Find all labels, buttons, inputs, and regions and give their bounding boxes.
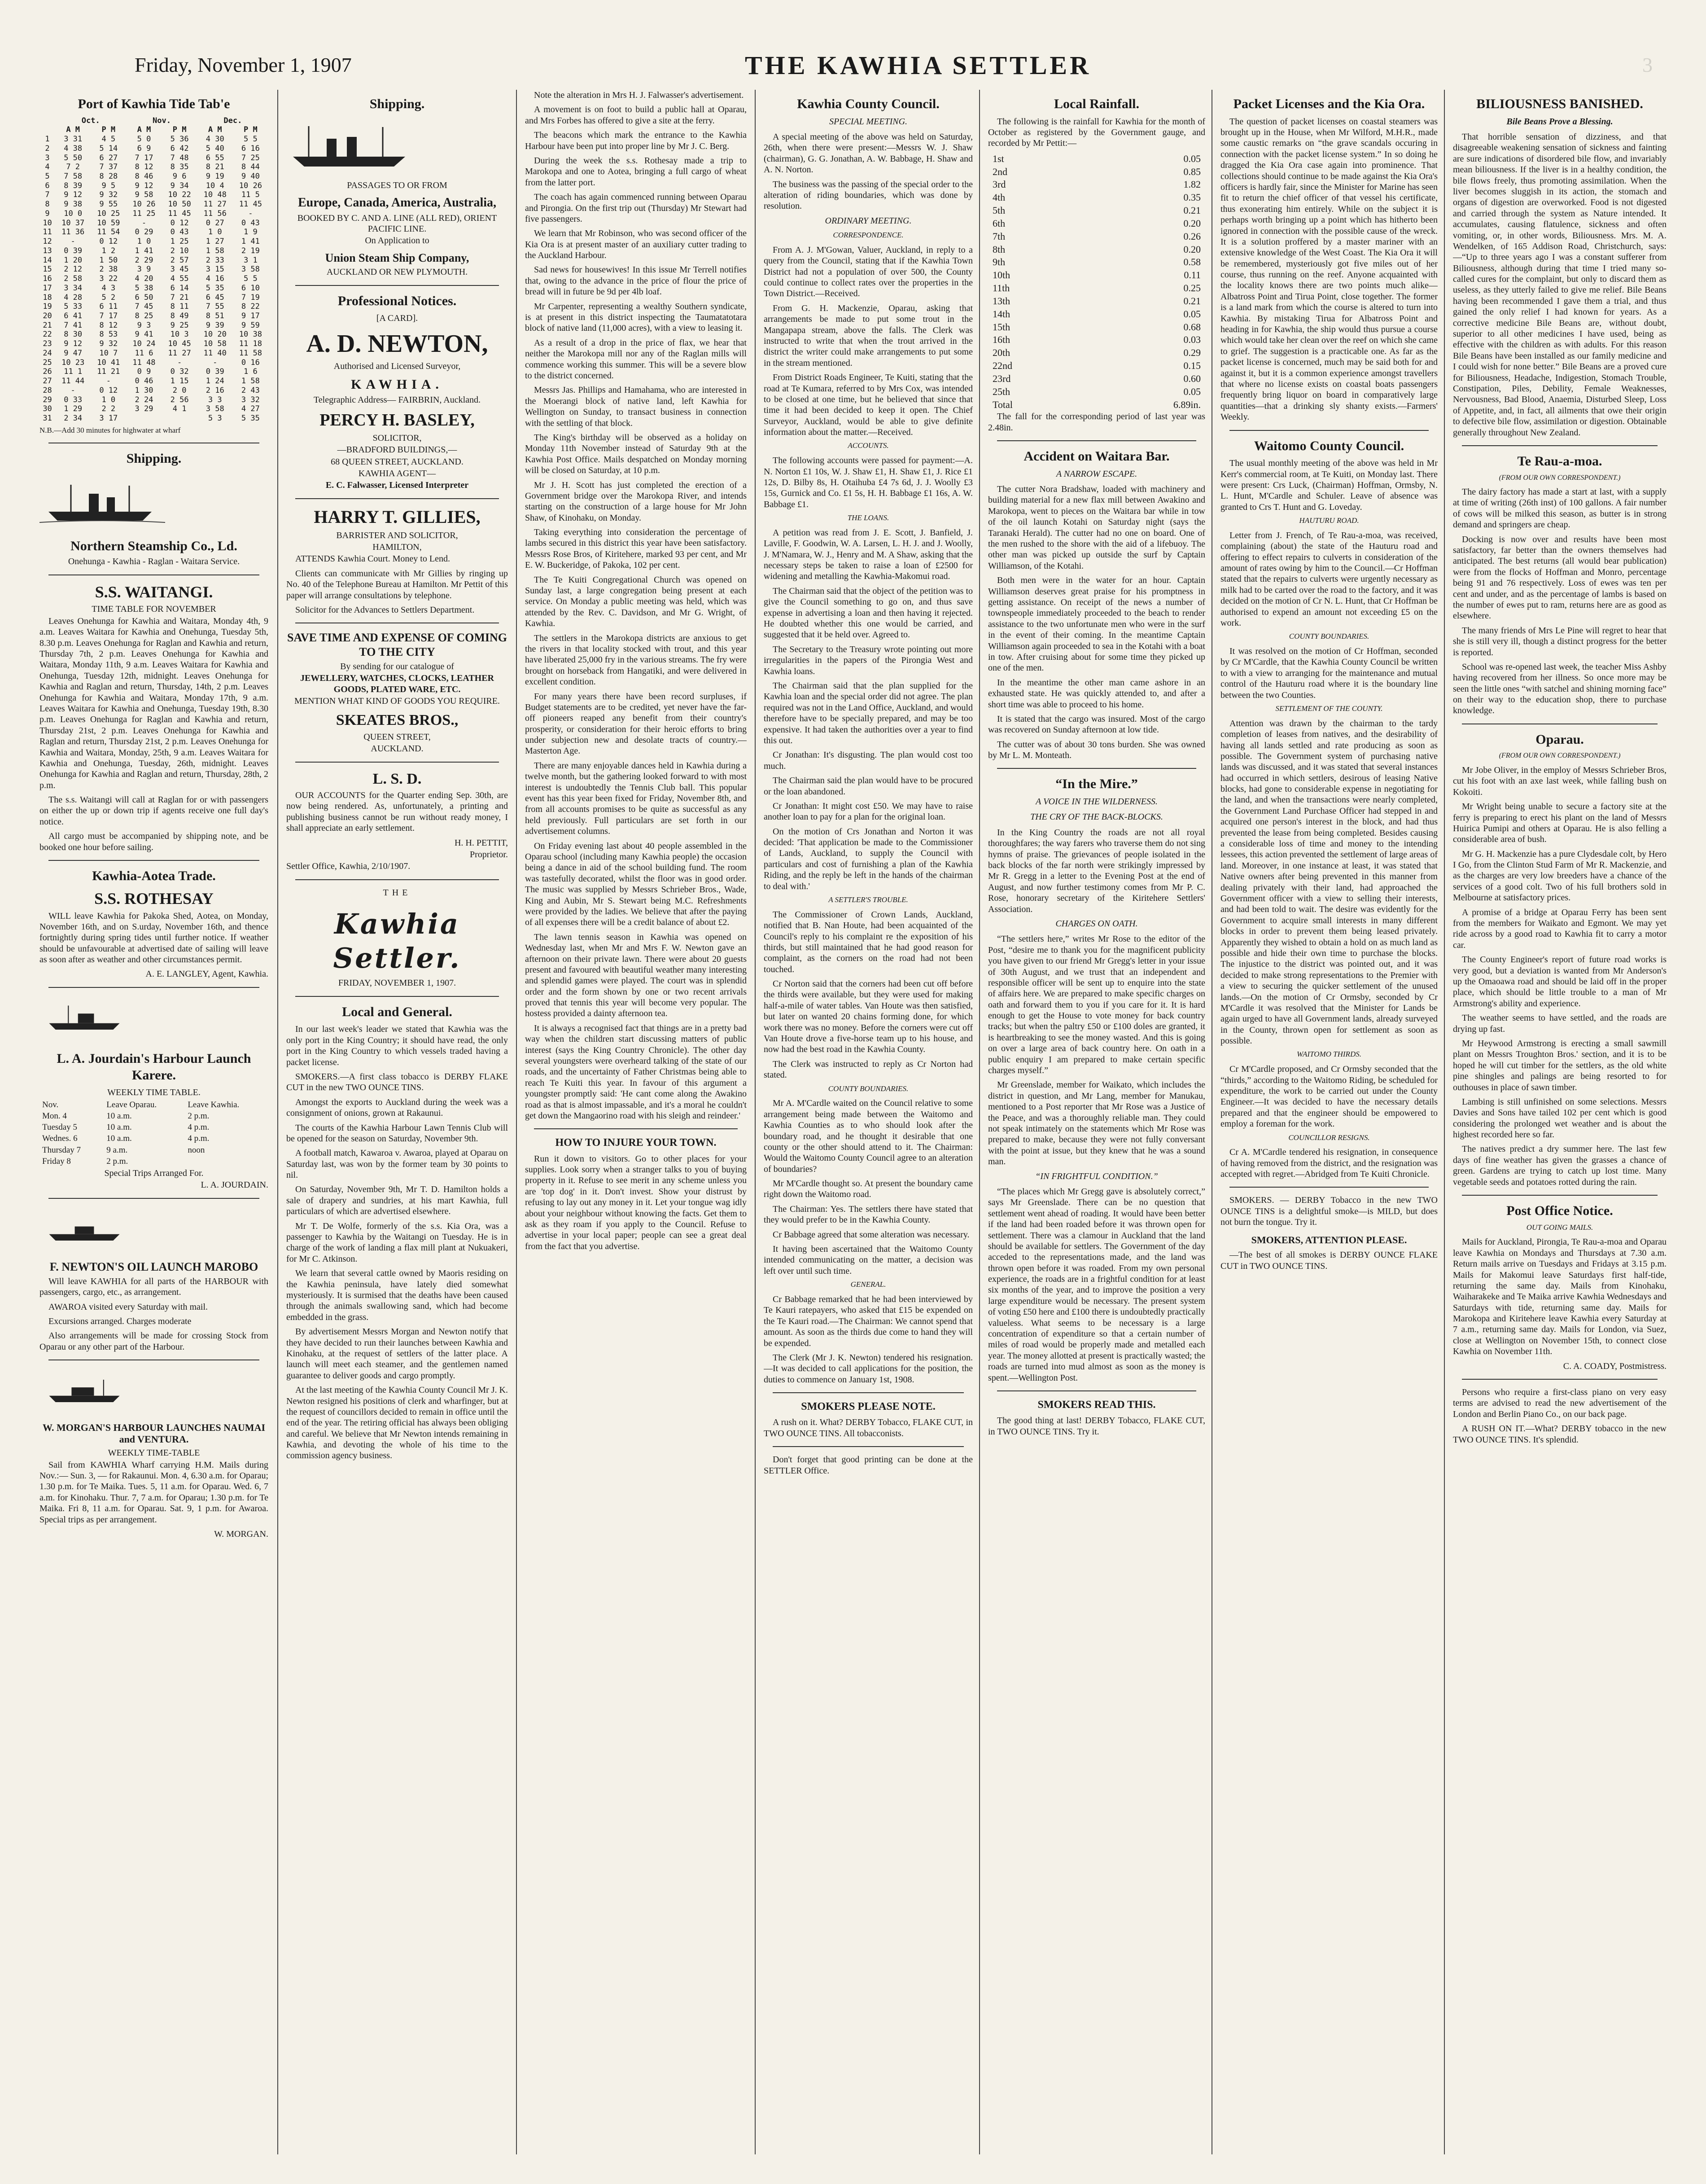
- in-the-mire-heading: “In the Mire.”: [1055, 776, 1138, 792]
- rau-text: School was re-opened last week, the teacher Miss Ashby having recovered from her illness. So once more may be seen the little ones “with satchel and shining morning face” on their way to the education shop, there to purchase knowledge.: [1453, 662, 1667, 716]
- rainfall-row: 20th 0.29: [993, 347, 1201, 359]
- smokers-attention-heading: SMOKERS, ATTENTION PLEASE.: [1251, 1234, 1407, 1245]
- northern-steamship: Northern Steamship Co., Ld.: [70, 538, 237, 553]
- rainfall-total: Total 6.89in.: [993, 399, 1201, 410]
- column-4: [764, 90, 973, 2154]
- council-text: Cr Jonathan: It's disgusting. The plan would cost too much.: [764, 750, 973, 771]
- tide-row: 23 9 12 9 32 10 24 10 45 10 58 11 18: [43, 339, 262, 349]
- special-meeting-heading: SPECIAL MEETING.: [829, 116, 908, 127]
- shipping-heading: Shipping.: [126, 451, 182, 466]
- council-text: A petition was read from J. E. Scott, J. Banfield, J. Laville, F. Goodwin, W. A. Larsen, L. H. J. and J. Woolly, J. M'Namara, W. J., Henry and M. A Shaw, asking that the necessary steps be taken to raise a loan of £2500 for widening and metalling the Kawhia-Makomui road.: [764, 527, 973, 582]
- rothesay-text: WILL leave Kawhia for Pakoka Shed, Aotea, on Monday, November 16th, and on S.urday, November 16th, and thence fortnightly during spring tides until further notice. If weather should be unfavourable at advertised date of sailing will leave as soon after as weather and other circumstances permit.: [39, 911, 268, 965]
- kawhia-label: KAWHIA.: [351, 377, 443, 392]
- smokers-ad: SMOKERS. — DERBY Tobacco in the new TWO OUNCE TINS is a delightful smoke—is MILD, but does not burn the tongue. Try it.: [1220, 1195, 1438, 1228]
- councillor-resigns-heading: COUNCILLOR RESIGNS.: [1288, 1133, 1370, 1142]
- tide-row: 3 5 50 6 27 7 17 7 48 6 55 7 25: [45, 153, 260, 162]
- rainfall-row: 23rd 0.60: [993, 373, 1201, 384]
- council-text: Cr Norton said that the corners had been cut off before the thirds were available, but they were used for making half-a-mile of water tables. Van Houte was then satisfied, but later on wanted 20 chains forming done, for which work there was no money. Before the corners were cut off Van Houte drove a five-horse team up to his house, and now had the best road in the Kawhia County.: [764, 979, 973, 1055]
- mention-text: MENTION WHAT KIND OF GOODS YOU REQUIRE.: [294, 696, 500, 706]
- newton-launch-title: F. NEWTON'S OIL LAUNCH MAROBO: [49, 1260, 258, 1274]
- council-text: The Clerk (Mr J. K. Newton) tendered his resignation.—It was decided to call applications for the position, the duties to commence on January 1st, 1908.: [764, 1352, 973, 1385]
- page-number: 3: [1642, 53, 1653, 76]
- gillies-name: HARRY T. GILLIES,: [314, 506, 481, 527]
- tide-row: 18 4 28 5 2 6 50 7 21 6 45 7 19: [43, 293, 260, 302]
- mire-text: Mr Greenslade, member for Waikato, which includes the district in question, and Mr Lang, member for Manukau, mentioned to a Post reporter that Mr Rose was a Justice of the Peace, and was a thoroughly reliable man. They could not speak intimately on the statements which Mr Rose was prepared to make, because they were not fully conversant with the point at issue, but they knew that he was a sound man.: [988, 1080, 1205, 1167]
- waitomo-text: Cr A. M'Cardle tendered his resignation, in consequence of having removed from the district, and the resignation was accepted with regret.—Abridged from Te Kuiti Chronicle.: [1220, 1147, 1438, 1180]
- column-3: [525, 90, 747, 2154]
- charges-heading: CHARGES ON OATH.: [1055, 918, 1138, 929]
- rainfall-row: 5th 0.21: [993, 205, 1201, 216]
- correspondence-heading: CORRESPONDENCE.: [833, 231, 904, 240]
- newton-name: A. D. NEWTON,: [306, 329, 488, 358]
- council-text: On the motion of Crs Jonathan and Norton it was decided: 'That application be made to the Commissioner of Lands, Auckland, to supply the Council with particulars and cost of furnishing a plan of the Kawhia Riding, and the reply be left in the hands of the chairman to deal with.': [764, 826, 973, 891]
- morgan-timetable-heading: WEEKLY TIME-TABLE: [108, 1448, 200, 1458]
- local-item: The Te Kuiti Congregational Church was opened on Sunday last, a large congregation being present at each service. On Monday a public meeting was held, which was attended by the Rev. C. Davidson, and Mr G. Wright, of Kawhia.: [525, 575, 747, 629]
- waitomo-text: The usual monthly meeting of the above was held in Mr Kerr's commercial room, at Te Kuiti, on Monday last. There were present: Crs Luck, (Chairman) Hoffman, Ormsby, N. L. Hunt, M'Cardle and Schuler. Leave of absence was granted to Crs T. Hunt and G. Loveday.: [1220, 458, 1438, 512]
- gillies-town: HAMILTON,: [372, 542, 422, 552]
- council-text: The Secretary to the Treasury wrote pointing out more irregularities in the papers of the Pirongia West and Kawhia loans.: [764, 644, 973, 676]
- telegraphic-address: Telegraphic Address— FAIRBRIN, Auckland.: [313, 395, 481, 405]
- county-boundaries-heading: COUNTY BOUNDARIES.: [828, 1084, 909, 1093]
- passages-text: PASSAGES TO OR FROM: [347, 180, 447, 190]
- local-item: Mr T. De Wolfe, formerly of the s.s. Kia Ora, was a passenger to Kawhia by the Waitangi on Tuesday. He is in charge of the work of landing a flax mill plant at Nukuakeri, for Mr C. Atkinson.: [286, 1221, 508, 1264]
- column-7: [1453, 90, 1667, 2154]
- column-5: [988, 90, 1205, 2154]
- tide-months: Oct. Nov. Dec.: [81, 116, 242, 125]
- biliousness-heading: BILIOUSNESS BANISHED.: [1476, 96, 1643, 111]
- tide-row: 17 3 34 4 3 5 38 6 14 5 35 6 10: [43, 283, 260, 293]
- rothesay-title: S.S. ROTHESAY: [94, 889, 214, 908]
- tide-row: 24 9 47 10 7 11 6 11 27 11 40 11 58: [43, 348, 262, 358]
- accident-heading: Accident on Waitara Bar.: [1024, 449, 1170, 464]
- packet-text: The question of packet licenses on coastal steamers was brought up in the House, when Mr Wilford, M.H.R., made some caustic remarks on “the grave scandals occuring in connection with the packet license system.” In so doing he dragged the Kia Ora case again into prominence. That collections should continue to be made against the Kia Ora's officers is hardly fair, since the Minister for Marine has seen fit to return the chief officer of that vessel his certificate, thus exonerating him entirely. While on the subject it is perhaps worth bringing up a point which has hitherto been ignored in connection with the possible cause of the wreck. It is a solution proffered by a master mariner with an extensive knowledge of the West Coast. The Kia Ora it will be remembered, mysteriously got five miles out of her course, thus running on the reef. Anyone acquainted with the locality knows there are two points much alike—Albatross Point and Tirua Point, close together. The former is a land mark from which the course is altered to turn into Kawhia. By mistaking Tirua for Albatross Point and heading in for Kawhia, the ship would thus pursue a course which would take her clean over the reef on which she came to grief. The suggestion is a practicable one. As far as the packet license is concerned, much may be said both for and against it, but it is a common experience amongst travellers that where no license exists on coastal boats passengers frequently bring liquor on board in comparatively large quantities—that a drinking sly shanty exists.—Farmers' Weekly.: [1220, 116, 1438, 422]
- rainfall-row: 11th 0.25: [993, 282, 1201, 294]
- column-rule: [1444, 90, 1445, 2154]
- rainfall-note: The fall for the corresponding period of last year was 2.48in.: [988, 412, 1205, 433]
- loans-heading: THE LOANS.: [847, 513, 889, 522]
- rainfall-row: 16th 0.03: [993, 334, 1201, 346]
- council-text: The Clerk was instructed to reply as Cr Norton had stated.: [764, 1059, 973, 1080]
- professional-notices-heading: Professional Notices.: [337, 293, 457, 308]
- tide-row: 1 3 31 4 5 5 0 5 36 4 30 5 5: [45, 135, 258, 144]
- destinations: Europe, Canada, America, Australia,: [297, 196, 497, 210]
- narrow-escape-heading: A NARROW ESCAPE.: [1056, 469, 1137, 479]
- paper-date: FRIDAY, NOVEMBER 1, 1907.: [338, 978, 456, 988]
- local-item: A movement is on foot to build a public hall at Oparau, and Mrs Forbes has offered to give a site at the ferry.: [525, 105, 747, 126]
- oparau-text: Mr Wright being unable to secure a factory site at the ferry is preparing to erect his plant on the land of Messrs Huirica Pumipi and others at Oparau. He is also felling a considerable area of bush.: [1453, 802, 1667, 845]
- waitomo-text: Letter from J. French, of Te Rau-a-moa, was received, complaining (about) the state of the Hauturu road and offering to effect repairs to culverts in consideration of the amount of rates owing by him to the Council.—Cr Hoffman stated that the repairs to culverts were urgently necessary as milk had to be carted over the road to the factory, and it was decided on the motion of Cr N. L. Hunt, that Cr Hoffman be authorised to expend an amount not exceeding £5 on the work.: [1220, 530, 1438, 628]
- council-text: The Chairman said the plan would have to be procured or the loan abandoned.: [764, 776, 973, 797]
- hauturu-heading: HAUTURU ROAD.: [1299, 516, 1359, 525]
- kawhia-aotea-heading: Kawhia-Aotea Trade.: [92, 868, 216, 884]
- tide-row: 5 7 58 8 28 8 46 9 6 9 19 9 40: [45, 172, 260, 181]
- tide-table-title: Port of Kawhia Tide Tab'e: [78, 96, 230, 111]
- rainfall-table: [988, 153, 1205, 412]
- booked-text: BOOKED BY C. AND A. LINE (ALL RED), ORIENT PACIFIC LINE.: [297, 213, 497, 234]
- rainfall-row: 15th 0.68: [993, 321, 1201, 333]
- council-text: Cr Babbage remarked that he had been interviewed by Te Kauri ratepayers, who asked that £15 be expended on the Te Kauri road.—The Chairman: We cannot spend that amount. As soon as the thirds due come to hand they will be expended.: [764, 1294, 973, 1348]
- tide-row: 29 0 33 1 0 2 24 2 56 3 3 3 32: [43, 395, 260, 404]
- waitangi-note: The s.s. Waitangi will call at Raglan for or with passengers on either the up or down trip if agents receive one full day's notice.: [39, 795, 268, 827]
- settlers-trouble-heading: A SETTLER'S TROUBLE.: [828, 895, 908, 904]
- rau-text: The dairy factory has made a start at last, with a supply at time of writing (26th inst) of 100 gallons. A fair number of cows will be milked this season, as butter is in strong demand and springers are cheap.: [1453, 487, 1667, 530]
- skeates-city: AUCKLAND.: [371, 744, 424, 754]
- mire-text: “The places which Mr Gregg gave is absolutely correct,” says Mr Greenslade. There can be no question that settlement went ahead of roading. It would have been better if the land had been roaded before it was thrown open for settlement. There was a clamour in Auckland that the land should be available for settlers. The Government of the day acceded to the representations made, and the land was thrown open before it was roaded. From my own personal experience, the roads are in a frightful condition for at least six months of the year, and to improve the position a very large expenditure would be necessary. The present system of voting £50 here and £100 there is undoubtedly practically valueless. What seems to be necessary is a large concentration of expenditure so that a certain number of miles of road would be properly made and metalled each year. The money allotted at present is practically wasted; the roads are turned into mud almost as soon as the money is spent.—Wellington Post.: [988, 1186, 1205, 1383]
- local-item: The King's birthday will be observed as a holiday on Monday 11th November instead of Saturday 9th at the Kawhia Post Office. Mails despatched on Monday morning will be closed on Saturday, at 10 p.m.: [525, 432, 747, 476]
- timetable-heading: TIME TABLE FOR NOVEMBER: [92, 604, 216, 614]
- rainfall-row: 13th 0.21: [993, 295, 1201, 307]
- rainfall-row: 8th 0.20: [993, 243, 1201, 255]
- kawhia-agent: KAWHIA AGENT—: [358, 469, 436, 479]
- paper-the: THE: [383, 887, 411, 898]
- falwasser: E. C. Falwasser, Licensed Interpreter: [325, 480, 469, 491]
- oil-launch-illustration: [39, 1211, 129, 1247]
- save-sub: By sending for our catalogue of: [340, 661, 454, 671]
- rainfall-row: 14th 0.05: [993, 308, 1201, 320]
- council-text: From A. J. M'Gowan, Valuer, Auckland, in reply to a query from the Council, stating that if the Kawhia Town District had not a population of over 500, the County could continue to collect rates over the properties in the Town District.—Received.: [764, 245, 973, 299]
- local-item: The lawn tennis season in Kawhia was opened on Wednesday last, when Mr and Mrs F. W. Newton gave an afternoon on their private lawn. There were about 20 guests present and favoured with beautiful weather many interesting and splendid games were played. The court was in splendid order and the form shown by one or two recent arrivals proved that tennis this year will become very popular. The hostess provided a dainty afternoon tea.: [525, 932, 747, 1019]
- tide-row: 9 10 0 10 25 11 25 11 45 11 56 -: [45, 209, 253, 218]
- column-rule: [755, 90, 756, 2154]
- local-item: At the last meeting of the Kawhia County Council Mr J. K. Newton resigned his positions of clerk and wharfinger, but at the request of councillors decided to remain in office until the end of the year. The retiring official has always been obliging and careful. We believe that Mr Newton intends remaining in Kawhia, and devoting the whole of his time to the commission agency business.: [286, 1385, 508, 1461]
- kawhia-council-heading: Kawhia County Council.: [797, 96, 940, 111]
- basley-address: 68 QUEEN STREET, AUCKLAND.: [331, 456, 464, 467]
- local-item: We learn that Mr Robinson, who was second officer of the Kia Ora is at present master of an auxiliary cutter trading to the Auckland Harbour.: [525, 228, 747, 261]
- karere-row: Tuesday 5 10 a.m. 4 p.m.: [42, 1123, 210, 1132]
- council-text: The Commissioner of Crown Lands, Auckland, notified that B. Nan Houte, had been acquainted of the Council's reply to his complaint re the exposition of his thirds, but still maintained that he had good reason for complaint, as the corners on the road had not been touched.: [764, 909, 973, 974]
- morgan-signature: W. MORGAN.: [214, 1529, 268, 1539]
- pettit-name: H. H. PETTIT,: [454, 838, 508, 848]
- lsd-heading: L. S. D.: [372, 770, 422, 787]
- rainfall-row: 2nd 0.85: [993, 166, 1201, 177]
- local-item: We learn that several cattle owned by Maoris residing on the Kawhia peninsula, have lately died somewhat mysteriously. It is surmised that the deaths have been caused through the animals swallowing sand, which had become embedded in the grass.: [286, 1268, 508, 1322]
- rainfall-row: 4th 0.35: [993, 192, 1201, 203]
- rainfall-row: 7th 0.26: [993, 230, 1201, 242]
- tide-table: [39, 116, 268, 423]
- oparau-text: The natives predict a dry summer here. The last few days of fine weather has given the grasses a chance of green. Gardens are trying to catch up lost time. Many vegetable seeds and potatoes rotted during the rain.: [1453, 1144, 1667, 1187]
- council-text: From G. H. Mackenzie, Oparau, asking that arrangements be made to put some trout in the Mangapapa stream, above the falls. The Clerk was instructed to write that when the trout arrived in the district the writer could make arrangements to put some in the stream mentioned.: [764, 303, 973, 368]
- newspaper-title: THE KAWHIA SETTLER: [745, 51, 1091, 80]
- local-item: During the week the s.s. Rothesay made a trip to Marokopa and one to Aotea, bringing a full cargo of wheat from the latter port.: [525, 155, 747, 188]
- skeates-street: QUEEN STREET,: [363, 732, 431, 742]
- column-rule: [979, 90, 980, 2154]
- rainfall-row: 6th 0.20: [993, 217, 1201, 229]
- gillies-text: Clients can communicate with Mr Gillies by ringing up No. 40 of the Telephone Bureau at Hamilton. Mr Pettit of this paper will arrange consultations by telephone.: [286, 568, 508, 601]
- local-item: Mr Carpenter, representing a wealthy Southern syndicate, is at present in this district inspecting the Taumatatotara block of native land (11,000 acres), with a view to leasing it.: [525, 301, 747, 333]
- apply-text: On Application to: [365, 236, 429, 246]
- council-text: The Chairman said that the plan supplied for the Kawhia loan and the special order did not agree. The plan required was not in the Land Office, Auckland, and would therefore have to be specially prepared, and may be too expensive. It had taken the authorities over a year to find this out.: [764, 680, 973, 746]
- waitangi-sailings: Leaves Onehunga for Kawhia and Waitara, Monday 4th, 9 a.m. Leaves Waitara for Kawhia and Onehunga, Tuesday 5th, 8.30 p.m. Leaves Onehunga for Raglan and Kawhia and return, Thursday 7th, 2 p.m. Leaves Onehunga for Kawhia and Waitara, Monday 11th, 9 a.m. Leaves Waitara for Kawhia and Onehunga, Tuesday 12th, midnight. Leaves Onehunga for Kawhia and Raglan and return, Thursday, 14th, 2 p.m. Leaves Onehunga for Kawhia and Waitara, Monday 17th, 9 a.m. Leaves Waitara for Kawhia and Onehunga, Tuesday 19th, 8.30 p.m. Leaves Onehunga for Raglan and Kawhia and return, Thursday 21st, 2 p.m. Leaves Onehunga for Kawhia and Raglan and return, Thursday 21st, 2 p.m. Leaves Onehunga for Kawhia and Waitara, Monday, 25th, 9 a.m. Leaves Waitara for Kawhia and Onehunga, Tuesday, 26th, midnight. Leaves Onehunga for Kawhia and Raglan and return, Thursday, 28th, 2 p.m.: [39, 616, 268, 790]
- column-2: [286, 90, 508, 2154]
- local-item: As a result of a drop in the price of flax, we hear that neither the Marokopa mill nor any of the Raglan mills will commence working this summer. This will be a severe blow to the district concerned.: [525, 338, 747, 381]
- local-general-heading: Local and General.: [342, 1004, 452, 1019]
- tide-note: N.B.—Add 30 minutes for highwater at wharf: [39, 425, 181, 434]
- shipping-heading-2: Shipping.: [369, 96, 425, 111]
- oparau-text: Mr Jobe Oliver, in the employ of Messrs Schrieber Bros, cut his foot with an axe last week, while falling bush on Kokoiti.: [1453, 765, 1667, 797]
- tide-row: 20 6 41 7 17 8 25 8 49 8 51 9 17: [43, 311, 260, 321]
- accident-text: In the meantime the other man came ashore in an exhausted state. He was quickly attended to, and after a short time was able to proceed to his home.: [988, 677, 1205, 710]
- paper-nameplate: Kawhia Settler.: [333, 908, 461, 974]
- council-text: It having been ascertained that the Waitomo County intended communicating on the matter, a decision was left over until such time.: [764, 1244, 973, 1276]
- bile-beans-text: That horrible sensation of dizziness, and that disagreeable weakening sensation of sickness and fainting are sure indications of disordered bile flow, and invariably mean biliousness. If the liver is in a healthy condition, the bile flows freely, thus promoting assimilation. When the liver becomes sluggish in its action, the stomach and organs of digestion are overworked. Food is not digested and carried through the system as Nature intended. It accumulates, causing flatulence, sickness and often vomiting, or, in other words, Biliousness. Mrs. M. A. Wendelken, of 165 Addison Road, Christchurch, says:—“Up to three years ago I was a constant sufferer from Biliousness, although during that time I tried many so-called cures for the complaint, but only to discard them as useless, as they utterly failed to give me relief. Bile Beans having been recommended I gave them a trial, and thus gained the only relief I had known for years. As a corrective medicine Bile Beans are, without doubt, superior to all other medicines I have used, being as effective with the children as with adults. For this reason Bile Beans have been installed as our family medicine and I could wish for none better.” Bile Beans are a proved cure for Biliousness, Headache, Indigestion, Stomach Trouble, Constipation, Piles, Debility, Female Weaknesses, Nervousness, Bad Blood, Anaemia, Disturbed Sleep, Loss of Appetite, and, in fact, all ailments that owe their origin to defective bile flow, assimilation or digestion. Obtainable generally throughout New Zealand.: [1453, 132, 1667, 438]
- local-item: Messrs Jas. Phillips and Hamahama, who are interested in the Moerangi block of native land, left Kawhia for Wellington on Sunday, to transact business in connection with the settling of that block.: [525, 385, 747, 428]
- local-item: Mr J. H. Scott has just completed the erection of a Government bridge over the Marokopa River, and intends starting on the construction of a large house for Mr John Shaw, of Kinohaku, on Monday.: [525, 480, 747, 523]
- correspondent-label-2: (FROM OUR OWN CORRESPONDENT.): [1499, 752, 1621, 760]
- rainfall-row: 1st 0.05: [993, 153, 1201, 164]
- gillies-advances: Solicitor for the Advances to Settlers Department.: [295, 605, 475, 615]
- oparau-text: Mr G. H. Mackenzie has a pure Clydesdale colt, by Hero I Go, from the Clinton Stud Farm of Mr R. Mackenzie, and as the charges are very low breeders have a chance of the services of a good colt. Two of his full brothers sold in Melbourne at satisfactory prices.: [1453, 849, 1667, 903]
- karere-row: Mon. 4 10 a.m. 2 p.m.: [42, 1111, 210, 1121]
- smokers-attention-text: —The best of all smokes is DERBY OUNCE FLAKE CUT in TWO OUNCE TINS.: [1220, 1250, 1438, 1271]
- oparau-text: The County Engineer's report of future road works is very good, but a deviation is wanted from Mr Anderson's up the Omaoawa road and should be laid off in the proper place, which should be little trouble to a man of Mr Armstrong's ability and experience.: [1453, 955, 1667, 1009]
- local-item: A football match, Kawaroa v. Awaroa, played at Oparau on Saturday last, was won by the former team by 30 points to nil.: [286, 1148, 508, 1180]
- mire-text: “The settlers here,” writes Mr Rose to the editor of the Post, “desire me to thank you for the magnificent publicity you have given to our friend Mr Gregg's letter in your issue of 30th August, and we trust that an independent and responsible officer will be sent up to enquire into the state of affairs here. We are prepared to make specific charges on oath and forward them to you if you care for it. It is hard enough to get the House to vote money for back country tracks; but when the paltry £50 or £100 doles are granted, it is heartbreaking to see the money wasted. And this is going on over a large area of back country here. On oath in a public enquiry I am prepared to make certain specific charges myself.”: [988, 934, 1205, 1076]
- county-boundaries-heading-2: COUNTY BOUNDARIES.: [1289, 632, 1369, 641]
- settlement-heading: SETTLEMENT OF THE COUNTY.: [1275, 704, 1383, 713]
- derby-rush-ad: A RUSH ON IT.—What? DERBY tobacco in the new TWO OUNCE TINS. It's splendid.: [1453, 1424, 1667, 1445]
- tide-row: 25 10 23 10 41 11 48 - - 0 16: [43, 358, 260, 367]
- local-item: On Saturday, November 9th, Mr T. D. Hamilton holds a sale of drapery and sundries, at his mart Kawhia, full particulars of which are advertised elsewhere.: [286, 1184, 508, 1217]
- council-text: The following accounts were passed for payment:—A. N. Norton £1 10s, W. J. Shaw £1, H. Shaw £1, J. Rice £1 12s, D. Bilby 8s, H. Otaihuba £4 7s 6d, J. J. Woolly £3 15s, Gurnick and Co. £1 5s, H. H. Babbage £1 16s, A. W. Babbage £1.: [764, 456, 973, 509]
- coady-signature: C. A. COADY, Postmistress.: [1563, 1361, 1667, 1371]
- nsc-route: Onehunga - Kawhia - Raglan - Waitara Service.: [68, 557, 240, 567]
- smokers-read-text: The good thing at last! DERBY Tobacco, FLAKE CUT, in TWO OUNCE TINS. Try it.: [988, 1416, 1205, 1437]
- accident-text: It is stated that the cargo was insured. Most of the cargo was recovered on Sunday afternoon at low tide.: [988, 714, 1205, 735]
- rainfall-row: 22nd 0.15: [993, 360, 1201, 372]
- card-label: [A CARD].: [376, 313, 418, 324]
- marobo-text: Will leave KAWHIA for all parts of the HARBOUR with passengers, cargo, etc., as arrangement.: [39, 1276, 268, 1298]
- tide-row: 28 - 0 12 1 30 2 0 2 16 2 43: [43, 386, 260, 395]
- waitomo-council-heading: Waitomo County Council.: [1254, 438, 1404, 453]
- lsd-text: OUR ACCOUNTS for the Quarter ending Sep. 30th, are now being rendered. As, unfortunately, a printing and publishing business cannot be run without ready money, I shall appreciate an early settlement.: [286, 790, 508, 833]
- tide-row: 22 8 30 8 53 9 41 10 3 10 20 10 38: [43, 330, 262, 339]
- tide-row: 8 9 38 9 55 10 26 10 50 11 27 11 45: [45, 200, 262, 209]
- waitomo-text: Cr M'Cardle proposed, and Cr Ormsby seconded that the “thirds,” according to the Waitomo Riding, be scheduled for expenditure, the work to be carried out under the County Engineer.—It was decided to have the necessary details prepared and that the engineer should be empowered to employ a foreman for the work.: [1220, 1064, 1438, 1129]
- council-text: From District Roads Engineer, Te Kuiti, stating that the road at Te Kumara, referred to by Mrs Cox, was intended to be closed at one time, but he believed that since that time it had been decided to keep it open. The Chief Surveyor, Auckland, would be able to give definite information about the matter.—Received.: [764, 373, 973, 438]
- general-heading: GENERAL.: [850, 1280, 886, 1289]
- tide-row: 12 - 0 12 1 0 1 25 1 27 1 41: [43, 237, 260, 246]
- rainfall-row: 3rd 1.82: [993, 179, 1201, 190]
- tide-row: 27 11 44 - 0 46 1 15 1 24 1 58: [43, 377, 260, 386]
- langley-signature: A. E. LANGLEY, Agent, Kawhia.: [145, 969, 268, 979]
- karere-row: Nov. Leave Oparau. Leave Kawhia.: [42, 1100, 240, 1110]
- tide-row: 30 1 29 2 2 3 29 4 1 3 58 4 27: [43, 404, 260, 414]
- karere-row: Friday 8 2 p.m.: [42, 1156, 128, 1166]
- morgan-text: Sail from KAWHIA Wharf carrying H.M. Mails during Nov.:— Sun. 3, — for Rakaunui. Mon. 4, 6.30 a.m. for Oparau; 1.30 p.m. for Te Maika. Tues. 5, 11 a.m. for Oparau. Wed. 6, 7 a.m. for Kinohaku. Thur. 7, 7 a.m. for Oparau; 1.30 p.m. for Te Maika. Fri 8, 11 a.m. for Oparau. Sat. 9, 1 p.m. for Awaroa. Special trips as per arrangement.: [39, 1460, 268, 1525]
- piano-ad: Persons who require a first-class piano on very easy terms are advised to read the new advertisement of the London and Berlin Piano Co., on our back page.: [1453, 1387, 1667, 1419]
- accounts-heading: ACCOUNTS.: [848, 441, 889, 450]
- correspondent-label: (FROM OUR OWN CORRESPONDENT.): [1499, 474, 1621, 482]
- frightful-heading: “IN FRIGHTFUL CONDITION.”: [1035, 1171, 1158, 1181]
- skeates-name: SKEATES BROS.,: [336, 712, 459, 729]
- council-text: The business was the passing of the special order to the alteration of riding boundaries, which was done by resolution.: [764, 179, 973, 211]
- rainfall-row: 9th 0.58: [993, 256, 1201, 268]
- tide-row: 15 2 12 2 38 3 9 3 45 3 15 3 58: [43, 265, 260, 274]
- mire-text: In the King Country the roads are not all royal thoroughfares; the way farers who traverse them do not sing hymns of praise. The grievances of people isolated in the back blocks of the far north were strikingly impressed by Mr R. Gregg in a letter to the Evening Post at the end of August, and now further testimony comes from Mr P. C. Rose, honorary secretary of the Kiritehere Settlers' Association.: [988, 827, 1205, 914]
- local-item: In our last week's leader we stated that Kawhia was the only port in the King Country; it should have read, the only port in the King Country to which vessels traded having a packet license.: [286, 1024, 508, 1067]
- tide-row: 2 4 38 5 14 6 9 6 42 5 40 6 16: [45, 144, 260, 153]
- waitangi-title: S.S. WAITANGI.: [95, 583, 213, 601]
- tide-row: 31 2 34 3 17 5 3 5 35: [43, 414, 260, 423]
- special-trips: Special Trips Arranged For.: [104, 1168, 204, 1178]
- local-item: Sad news for housewives! In this issue Mr Terrell notifies that, owing to the advance in the price of flour the price of bread will in future be 9d per 4lb loaf.: [525, 265, 747, 297]
- oparau-text: The weather seems to have settled, and the roads are drying up fast.: [1453, 1013, 1667, 1034]
- karere-timetable: [39, 1099, 268, 1167]
- local-item: The settlers in the Marokopa districts are anxious to get the rivers in that locality stocked with trout, and this year have liberated 25,000 fry in the various streams. The fry were brought on horseback from Hangatiki, and were delivered in excellent condition.: [525, 633, 747, 687]
- tide-row: 19 5 33 6 11 7 45 8 11 7 55 8 22: [43, 302, 260, 311]
- local-item: The coach has again commenced running between Oparau and Pirongia. On the first trip out (Thursday) Mr Stewart had five passengers.: [525, 192, 747, 224]
- excursions-text: Excursions arranged. Charges moderate: [48, 1316, 192, 1326]
- ordinary-meeting-heading: ORDINARY MEETING.: [825, 215, 912, 226]
- settler-office: Settler Office, Kawhia, 2/10/1907.: [286, 861, 411, 872]
- rainfall-intro: The following is the rainfall for Kawhia for the month of October as registered by the Government gauge, and recorded by Mr Pettit:—: [988, 116, 1205, 149]
- gillies-attends: ATTENDS Kawhia Court. Money to Lend.: [295, 554, 450, 564]
- save-time-heading: SAVE TIME AND EXPENSE OF COMING TO THE CITY: [287, 631, 507, 659]
- how-to-injure-heading: HOW TO INJURE YOUR TOWN.: [555, 1137, 717, 1149]
- jewellery-list: JEWELLERY, WATCHES, CLOCKS, LEATHER GOODS, PLATED WARE, ETC.: [300, 673, 494, 694]
- newton-title: Authorised and Licensed Surveyor,: [333, 361, 461, 372]
- local-item: Amongst the exports to Auckland during the week was a consignment of onions, grown at Rakaunui.: [286, 1097, 508, 1118]
- council-text: Cr Jonathan: It might cost £50. We may have to raise another loan to pay for a plan for the original loan.: [764, 801, 973, 822]
- council-text: The Chairman said that the object of the petition was to give the Council something to go on, and thus save expense in advertising a loan and then having it rejected. He doubted whether this one would be carried, and suggested that it be held over. Agreed to.: [764, 586, 973, 640]
- tide-row: 4 7 2 7 37 8 12 8 35 8 21 8 44: [45, 162, 260, 172]
- oparau-text: A promise of a bridge at Oparau Ferry has been sent from the members for Waikato and Egmont. We may yet ride across by a good road to Kawhia fit to carry a motor car.: [1453, 907, 1667, 950]
- local-item: For many years there have been record surpluses, if Budget statements are to be credited, yet never have the far-off pioneers reaped any benefit from their country's prosperity, or consideration for their heroic efforts to bring under subjection new and desolate tracts of country.—Masterton Age.: [525, 691, 747, 756]
- pettit-title: Proprietor.: [470, 850, 508, 860]
- smokers-note-text: A rush on it. What? DERBY Tobacco, FLAKE CUT, in TWO OUNCE TINS. All tobacconists.: [764, 1417, 973, 1438]
- basley-title: SOLICITOR,: [372, 433, 422, 443]
- oparau-text: Lambing is still unfinished on some selections. Messrs Davies and Sons have tailed 102 per cent which is good considering the prolonged wet weather and is about the highest recorded here so far.: [1453, 1096, 1667, 1140]
- council-text: The Chairman: Yes. The settlers there have stated that they would prefer to be in the Kawhia County.: [764, 1204, 973, 1225]
- waitomo-text: Attention was drawn by the chairman to the tardy completion of leases from natives, and the desirability of having all lands settled and rate producing as soon as possible. The Government system of purchasing native lands was discussed, and it was stated that several instances had occurred in which settlers, desirous of leasing Native blocks, had gone to considerable expense in negotiating for the land, and when the transactions were nearly completed, the Government Land Purchase Officer had stepped in and acquired one person's interest in the block, and had thus prevented the lease from being completed. Besides causing a considerable loss of time and money to the intending lessees, this action prevented the settlement of large areas of land. Moreover, in one instance at least, it was stated that Native owners after being prevented in this manner from dealing privately with their land, had approached the Government officer with a view to selling their interests, and had been told to wait. The desire was evidently for the Government to acquire small interests in many different blocks in order to prevent them being leased privately. Apparently they wished to obtain a hold on as much land as possible and hide their own time to purchase the blocks. The injustice to the district was pointed out, and it was decided to make strong representations to the Premier with a view to securing the quicker settlement of the unused lands.—On the motion of Cr Ormsby, seconded by Cr M'Cardle it was resolved that the Minister for Lands be again urged to have all Government lands, already surveyed in the County, thrown open for settlement as soon as possible.: [1220, 718, 1438, 1046]
- oparau-text: Mr Heywood Armstrong is erecting a small sawmill plant on Messrs Troughton Bros.' section, and it is to be hoped he will cut timber for the settlers, as the old white pine shingles and palings are being resorted to for outhouses in place of sawn timber.: [1453, 1038, 1667, 1092]
- council-text: Mr M'Cardle thought so. At present the boundary came right down the Waitomo road.: [764, 1179, 973, 1200]
- rau-text: Docking is now over and results have been most satisfactory, far better than the owners themselves had anticipated. The best returns (all would bear publication) were from the flocks of Hoffman and Monro, percentage being 91 and 76 respectively. Loss of ewes was ten per cent and under, and as the percentage of lambs is based on the number of ewes put to ram, returns here are as good as elsewhere.: [1453, 534, 1667, 621]
- launch-illustration: [39, 1000, 129, 1036]
- accident-text: Both men were in the water for an hour. Captain Williamson deserves great praise for his promptness in getting assistance. On receipt of the news a number of townspeople immediately proceeded to the beach to render assistance to the two unfortunate men who were in the surf in the event of their coming. In the meantime Captain Williamson again proceeded to sea in the Kotahi with a boat in tow. After cruising about for some time they picked up one of the men.: [988, 575, 1205, 673]
- local-item: It is always a recognised fact that things are in a pretty bad way when the children start discussing matters of public interest (says the King Country Chronicle). The other day several youngsters were overheard talking of the state of our roads, and the uncertainty of Father Christmas being able to reach Te Kuiti this year. In favour of this argument a youngster promptly said: 'He cant come along the Awakino road as that is almost impassable, and it's a moral he couldn't get down the Mangaorino road with his sleigh and reindeer.': [525, 1023, 747, 1121]
- bile-beans-sub: Bile Beans Prove a Blessing.: [1506, 116, 1613, 127]
- arrangements-text: Also arrangements will be made for crossing Stock from Oparau or any other part of the Harbour.: [39, 1331, 268, 1352]
- issue-date: Friday, November 1, 1907: [135, 53, 352, 76]
- basley-name: PERCY H. BASLEY,: [319, 411, 475, 430]
- how-to-injure-text: Run it down to visitors. Go to other places for your supplies. Look sorry when a stranger talks to you of buying property in it. Refuse to see merit in any scheme unless you are 'top dog' in it. Don't invest. Show your distrust by refusing to lay out any money in it. Let your tongue wag idly about your neighbour without knowing the facts. Get them to ask as they roam if you apply to the Council. Refuse to advertise in your local paper; people can see a great deal from the fact that you advertise.: [525, 1153, 747, 1251]
- column-1: [39, 90, 268, 2154]
- tide-head-row: A M P M A M P M A M P M: [66, 125, 258, 135]
- waitomo-text: It was resolved on the motion of Cr Hoffman, seconded by Cr M'Cardle, that the Kawhia County Council be written to with a view to arranging for the maintenance and mutual control of the Hauturu road where it is the boundary line between the two Counties.: [1220, 646, 1438, 700]
- tide-row: 10 10 37 10 59 - 0 12 0 27 0 43: [43, 218, 260, 228]
- column-rule: [516, 90, 517, 2154]
- column-rule: [277, 90, 278, 2154]
- accident-text: The cutter Nora Bradshaw, loaded with machinery and building material for a new flax mill between Awakino and Marokopa, went to pieces on the Waitara bar while in tow of the oil launch Kotahi on Saturday night (says the Taranaki Herald). The cutter had no one on board. One of the men rushed to the shore with the aid of a lifebuoy. The other man was picked up outside the surf by Captain Williamson, of the Kotahi.: [988, 484, 1205, 571]
- tide-row: 7 9 12 9 32 9 58 10 22 10 48 11 5: [45, 190, 260, 200]
- te-rau-a-moa-heading: Te Rau-a-moa.: [1517, 453, 1602, 469]
- morgan-launch-illustration: [39, 1373, 129, 1409]
- rainfall-rows: [988, 153, 1205, 399]
- local-item: Taking everything into consideration the percentage of lambs secured in this district this year have been satisfactory. Messrs Rose Bros, of Kiritehere, marked 93 per cent, and Mr E. W. Buckeridge, of Pakoka, 102 per cent.: [525, 527, 747, 570]
- council-text: Cr Babbage agreed that some alteration was necessary.: [773, 1229, 970, 1240]
- post-office-heading: Post Office Notice.: [1506, 1203, 1613, 1219]
- council-text: Mr A. M'Cardle waited on the Council relative to some arrangement being made between the Waitomo and Kawhia Counties as to who should look after the boundary road, and he thought it desirable that one county or the other should attend to it. The Chairman: Would the Waitomo County Council agree to an alteration of boundaries?: [764, 1098, 973, 1174]
- rainfall-row: 10th 0.11: [993, 269, 1201, 281]
- voice-heading: A VOICE IN THE WILDERNESS.: [1036, 797, 1158, 807]
- union-sub: AUCKLAND OR NEW PLYMOUTH.: [326, 267, 468, 277]
- weekly-timetable-heading: WEEKLY TIME TABLE.: [107, 1088, 201, 1098]
- tide-row: 13 0 39 1 2 1 41 2 10 1 58 2 19: [43, 246, 260, 255]
- tide-row: 6 8 39 9 5 9 12 9 34 10 4 10 26: [45, 181, 262, 190]
- printing-note: Don't forget that good printing can be done at the SETTLER Office.: [764, 1455, 973, 1476]
- local-item: The beacons which mark the entrance to the Kawhia Harbour have been put into proper line by Mr J. C. Berg.: [525, 130, 747, 151]
- tide-row: 21 7 41 8 12 9 3 9 25 9 39 9 59: [43, 320, 260, 330]
- karere-rows: [39, 1099, 268, 1167]
- outgoing-mails-heading: OUT GOING MAILS.: [1526, 1223, 1593, 1232]
- oparau-heading: Oparau.: [1535, 732, 1584, 747]
- rainfall-heading: Local Rainfall.: [1054, 96, 1139, 111]
- smokers-note-heading: SMOKERS PLEASE NOTE.: [801, 1401, 936, 1413]
- cry-heading: THE CRY OF THE BACK-BLOCKS.: [1030, 812, 1163, 822]
- tide-row: 16 2 58 3 22 4 20 4 55 4 16 5 5: [43, 274, 258, 284]
- masthead: [0, 0, 1706, 94]
- packet-licenses-heading: Packet Licenses and the Kia Ora.: [1233, 96, 1425, 111]
- local-item: On Friday evening last about 40 people assembled in the Oparau school (including many Kawhia people) the occasion being a dance in aid of the school building fund. The room was tastefully decorated, whilst the floor was in good order. The music was supplied by Messrs Schrieber Bros., Wade, King and Aubin, Mr S. Stewart being M.C. Refreshments were provided by the ladies. We believe that after the paying of all expenses there will be a credit balance of about £2.: [525, 841, 747, 928]
- rainfall-row: 25th 0.05: [993, 386, 1201, 397]
- awaroa-text: AWAROA visited every Saturday with mail.: [48, 1302, 208, 1312]
- cargo-note: All cargo must be accompanied by shipping note, and be booked one hour before sailing.: [39, 831, 268, 852]
- local-item: The courts of the Kawhia Harbour Lawn Tennis Club will be opened for the season on Saturday, November 9th.: [286, 1123, 508, 1144]
- basley-building: —BRADFORD BUILDINGS,—: [337, 445, 457, 455]
- local-item: SMOKERS.—A first class tobacco is DERBY FLAKE CUT in the new TWO OUNCE TINS.: [286, 1071, 508, 1093]
- local-item: Note the alteration in Mrs H. J. Falwasser's advertisement.: [534, 90, 744, 100]
- column-6: [1220, 90, 1438, 2154]
- tide-row: 11 11 36 11 54 0 29 0 43 1 0 1 9: [43, 228, 258, 237]
- rau-text: The many friends of Mrs Le Pine will regret to hear that she is still very ill, though a distinct progress for the better is reported.: [1453, 625, 1667, 658]
- gillies-title: BARRISTER AND SOLICITOR,: [336, 530, 458, 540]
- accident-text: The cutter was of about 30 tons burden. She was owned by Mr L. M. Monteath.: [988, 739, 1205, 761]
- tide-row: 14 1 20 1 50 2 29 2 57 2 33 3 1: [43, 255, 258, 265]
- tide-rows: [39, 125, 268, 423]
- waitomo-thirds-heading: WAITOMO THIRDS.: [1297, 1050, 1361, 1059]
- tide-row: 26 11 1 11 21 0 9 0 32 0 39 1 6: [43, 367, 258, 377]
- morgan-launches-title: W. MORGAN'S HARBOUR LAUNCHES NAUMAI and VENTURA.: [42, 1421, 266, 1445]
- local-item: There are many enjoyable dances held in Kawhia during a twelve month, but the gathering looked forward to with most interest is undoubtedly the Tennis Club ball. This popular event has this year been fixed for Friday, November 8th, and from all accounts promises to be quite as successful as any held previously. Full particulars are set forth in our advertisement columns.: [525, 760, 747, 837]
- karere-row: Wednes. 6 10 a.m. 4 p.m.: [42, 1134, 210, 1144]
- smokers-read-heading: SMOKERS READ THIS.: [1037, 1399, 1156, 1411]
- karere-row: Thursday 7 9 a.m. noon: [42, 1145, 205, 1155]
- union-steamship: Union Steam Ship Company,: [325, 251, 469, 264]
- ocean-liner-illustration: [286, 122, 412, 171]
- mails-text: Mails for Auckland, Pirongia, Te Rau-a-moa and Oparau leave Kawhia on Mondays and Thursdays at 7.30 a.m. Return mails arrive on Tuesdays and Fridays at 3.15 p.m. Mails for Makomui leave Saturdays first half-tide, returning the same day. Mails from Kinohaku, Waiharakeke and Te Maika arrive Kawhia Wednesdays and Saturdays with tide, returning same day. Mails for Marokopa and Kiritehere leave Kawhia every Saturday at 7 a.m., returning same day. Mails for London, via Suez, close at Wellington on November 15th, to connect close Kawhia on November 11th.: [1453, 1237, 1667, 1357]
- council-text: A special meeting of the above was held on Saturday, 26th, when there were present:—Messrs W. J. Shaw (chairman), G. G. Jonathan, A. W. Babbage, H. Shaw and A. N. Norton.: [764, 132, 973, 175]
- jourdain-heading: L. A. Jourdain's Harbour Launch Karere.: [57, 1051, 251, 1083]
- jourdain-signature: L. A. JOURDAIN.: [201, 1180, 268, 1190]
- steamship-illustration: [39, 476, 165, 525]
- local-item: By advertisement Messrs Morgan and Newton notify that they have decided to run their launches between Kawhia and Kinohaku, at the request of settlers of the latter place. A launch will meet each steamer, and the gentlemen named guarantee to deliver goods and cargo promptly.: [286, 1327, 508, 1381]
